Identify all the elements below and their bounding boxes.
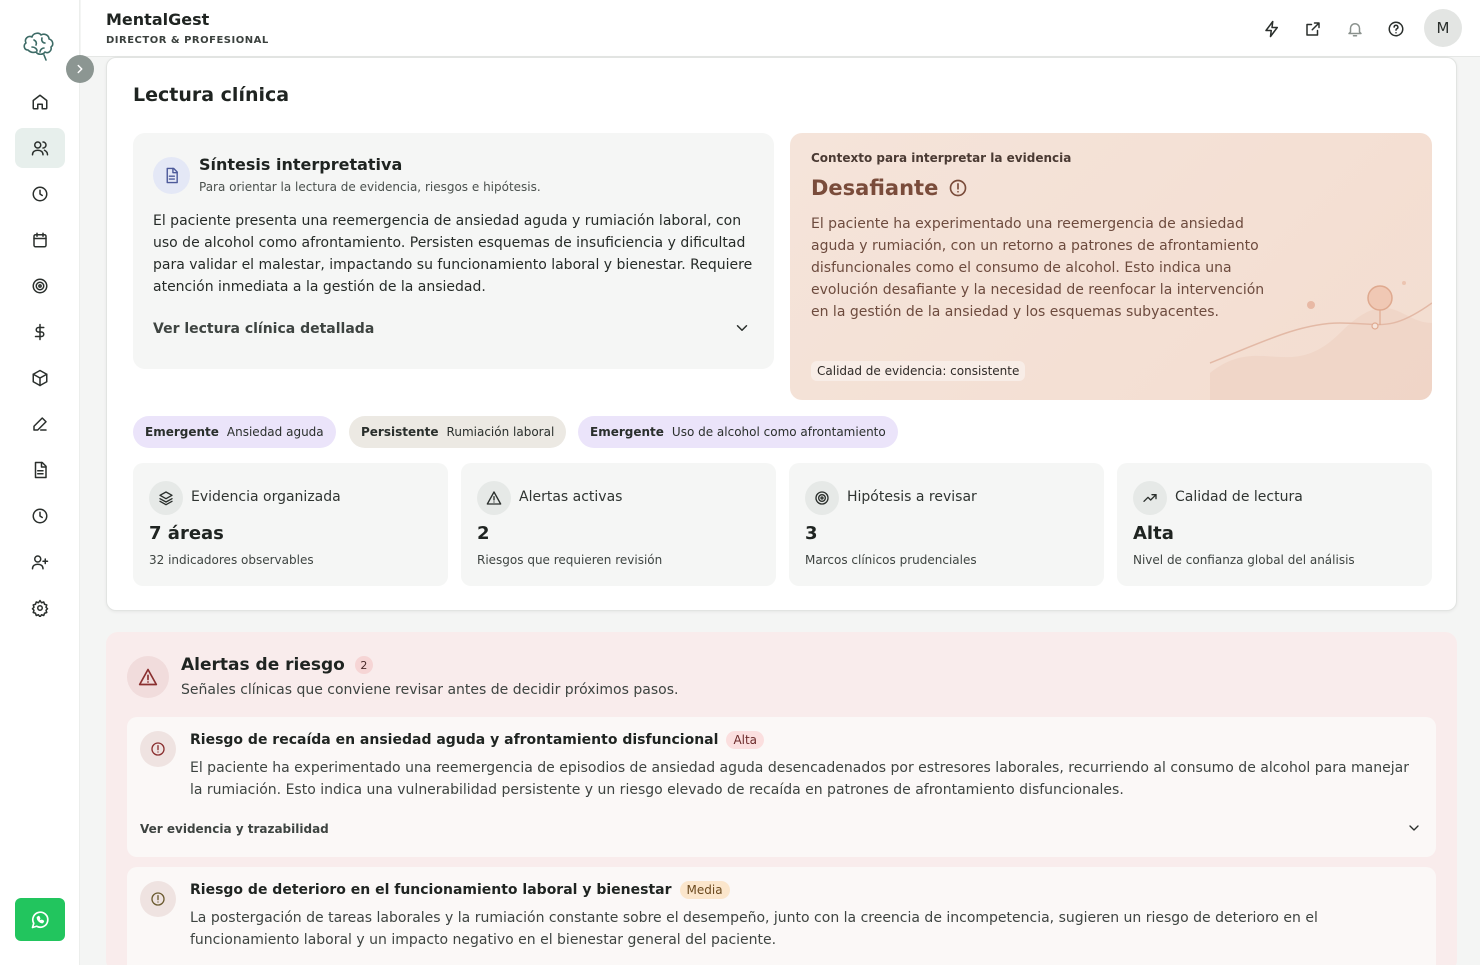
- risk-card-title-text: Riesgo de deterioro en el funcionamiento laboral y bienestar: [190, 882, 672, 898]
- stat-card-hypotheses: [789, 463, 1104, 586]
- synthesis-icon-wrap: [153, 157, 190, 194]
- risk-card-icon-wrap: [140, 881, 176, 917]
- target-icon: [31, 277, 49, 295]
- brand-name: MentalGest: [106, 10, 210, 29]
- brain-logo-icon[interactable]: [20, 28, 60, 62]
- notifications-button[interactable]: [1344, 18, 1366, 40]
- sidebar-item-home[interactable]: [15, 82, 65, 122]
- context-label: Contexto para interpretar la evidencia: [811, 151, 1072, 165]
- sidebar: [0, 0, 80, 965]
- sidebar-item-agenda[interactable]: [15, 174, 65, 214]
- detailed-reading-toggle[interactable]: Ver lectura clínica detallada: [153, 321, 375, 337]
- stat-label: Calidad de lectura: [1175, 489, 1303, 505]
- warning-icon: [138, 667, 158, 687]
- synthesis-title: Síntesis interpretativa: [199, 155, 403, 174]
- sidebar-item-billing[interactable]: [15, 312, 65, 352]
- sidebar-item-calendar[interactable]: [15, 220, 65, 260]
- stat-value: 2: [477, 523, 490, 544]
- risk-card-relapse: [127, 717, 1436, 857]
- tag-emergente-alcohol: [578, 416, 898, 448]
- tag-persistente-rumiacion: [349, 416, 566, 448]
- stat-sub: Riesgos que requieren revisión: [477, 553, 663, 567]
- risk-card-body: El paciente ha experimentado una reemergencia de episodios de ansiedad aguda desencadenados por estresores laborales, recurriendo al consumo de alcohol para manejar la rumiación. Esto indica una vulnerabilidad persistente y un riesgo elevado de recaída en patrones de afrontamiento disfuncionales.: [190, 760, 1409, 798]
- stat-label: Evidencia organizada: [191, 489, 341, 505]
- page-title: Lectura clínica: [133, 84, 290, 106]
- synthesis-card: [133, 133, 774, 369]
- severity-badge: Alta: [726, 731, 764, 749]
- quick-actions-button[interactable]: [1261, 18, 1283, 40]
- user-role: DIRECTOR & PROFESIONAL: [106, 35, 269, 46]
- pen-icon: [31, 415, 49, 433]
- evidence-trace-toggle[interactable]: Ver evidencia y trazabilidad: [140, 822, 329, 836]
- stat-icon-wrap: [1133, 481, 1167, 515]
- package-icon: [31, 369, 49, 387]
- target-icon: [814, 490, 830, 506]
- tag-label: Ansiedad aguda: [226, 425, 324, 439]
- avatar[interactable]: M: [1424, 9, 1462, 47]
- tag-emergente-ansiedad: [133, 416, 336, 448]
- context-title: [811, 176, 968, 200]
- whatsapp-icon: [30, 910, 50, 930]
- zap-icon: [1263, 20, 1281, 38]
- clinical-reading-panel: [106, 57, 1457, 611]
- evidence-context-card: [790, 133, 1432, 400]
- risk-card-title-text: Riesgo de recaída en ansiedad aguda y afrontamiento disfuncional: [190, 732, 719, 748]
- severity-badge: Media: [680, 881, 730, 899]
- risk-card-title: [190, 881, 730, 899]
- stat-card-alerts: [461, 463, 776, 586]
- stat-label: Hipótesis a revisar: [847, 489, 977, 505]
- risk-title: [181, 655, 373, 675]
- risk-card-work-decline: [127, 867, 1436, 965]
- risk-icon-wrap: [127, 656, 169, 698]
- synthesis-subtitle: Para orientar la lectura de evidencia, riesgos e hipótesis.: [199, 180, 541, 194]
- tag-kind: Emergente: [145, 425, 219, 439]
- stat-icon-wrap: [805, 481, 839, 515]
- history-icon: [31, 507, 49, 525]
- chevron-down-icon[interactable]: [1406, 820, 1422, 836]
- sidebar-item-goals[interactable]: [15, 266, 65, 306]
- stat-icon-wrap: [149, 481, 183, 515]
- risk-title-text: Alertas de riesgo: [181, 655, 345, 675]
- sidebar-item-add-user[interactable]: [15, 542, 65, 582]
- users-icon: [31, 139, 49, 157]
- external-link-icon: [1304, 20, 1322, 38]
- tag-kind: Emergente: [590, 425, 664, 439]
- user-plus-icon: [31, 553, 49, 571]
- help-button[interactable]: [1385, 18, 1407, 40]
- stat-card-evidence: [133, 463, 448, 586]
- trend-up-icon: [1142, 490, 1158, 506]
- sidebar-item-documents[interactable]: [15, 450, 65, 490]
- risk-subtitle: Señales clínicas que conviene revisar antes de decidir próximos pasos.: [181, 682, 679, 698]
- sidebar-item-notes[interactable]: [15, 404, 65, 444]
- sidebar-item-settings[interactable]: [15, 588, 65, 628]
- tag-label: Rumiación laboral: [446, 425, 555, 439]
- chevron-right-icon: [73, 62, 87, 76]
- risk-alerts-section: [106, 632, 1457, 965]
- sidebar-item-packages[interactable]: [15, 358, 65, 398]
- stat-value: Alta: [1133, 523, 1174, 544]
- chevron-down-icon[interactable]: [733, 319, 751, 337]
- stat-sub: Nivel de confianza global del análisis: [1133, 553, 1355, 567]
- document-icon: [163, 167, 180, 184]
- risk-card-icon-wrap: [140, 731, 176, 767]
- layers-icon: [158, 490, 174, 506]
- context-body: El paciente ha experimentado una reemergencia de ansiedad aguda y rumiación, con un retorno a patrones de afrontamiento disfuncionales como el consumo de alcohol. Esto indica una evolución desafiante y la necesidad de reenfocar la intervención en la gestión de la ansiedad y los esquemas subyacentes.: [811, 216, 1265, 320]
- context-status: Desafiante: [811, 176, 939, 200]
- stat-card-quality: [1117, 463, 1432, 586]
- help-icon: [1387, 20, 1405, 38]
- risk-count-badge: 2: [355, 656, 373, 674]
- stat-icon-wrap: [477, 481, 511, 515]
- sidebar-item-history[interactable]: [15, 496, 65, 536]
- stat-label: Alertas activas: [519, 489, 623, 505]
- external-link-button[interactable]: [1302, 18, 1324, 40]
- stat-value: 3: [805, 523, 818, 544]
- clock-icon: [31, 185, 49, 203]
- bell-icon: [1346, 20, 1364, 38]
- risk-card-title: [190, 731, 764, 749]
- stat-sub: 32 indicadores observables: [149, 553, 314, 567]
- stat-value: 7 áreas: [149, 523, 224, 544]
- document-icon: [31, 461, 49, 479]
- tag-label: Uso de alcohol como afrontamiento: [671, 425, 886, 439]
- sidebar-item-patients[interactable]: [15, 128, 65, 168]
- sidebar-expand-button[interactable]: [66, 55, 94, 83]
- evidence-quality-badge: Calidad de evidencia: consistente: [811, 361, 1025, 381]
- risk-card-body: La postergación de tareas laborales y la rumiación constante sobre el desempeño, junto con la creencia de incompetencia, sugieren un riesgo de deterioro en el funcionamiento laboral y un impacto negativo en el bienestar general del paciente.: [190, 910, 1318, 948]
- calendar-icon: [31, 231, 49, 249]
- warning-icon: [486, 490, 502, 506]
- settings-icon: [31, 599, 49, 617]
- alert-circle-icon: [150, 741, 166, 757]
- dollar-icon: [31, 323, 49, 341]
- tag-kind: Persistente: [361, 425, 439, 439]
- whatsapp-button[interactable]: [15, 898, 65, 941]
- stat-sub: Marcos clínicos prudenciales: [805, 553, 977, 567]
- alert-circle-icon: [150, 891, 166, 907]
- decorative-wave-icon: [1170, 263, 1432, 400]
- top-header: [81, 0, 1480, 57]
- synthesis-body: El paciente presenta una reemergencia de ansiedad aguda y rumiación laboral, con uso de alcohol como afrontamiento. Persisten esquemas de insuficiencia y dificultad para validar el malestar, impactando su funcionamiento laboral y bienestar. Requiere atención inmediata a la gestión de la ansiedad.: [153, 213, 753, 295]
- info-alert-icon[interactable]: [948, 178, 968, 198]
- home-icon: [31, 93, 49, 111]
